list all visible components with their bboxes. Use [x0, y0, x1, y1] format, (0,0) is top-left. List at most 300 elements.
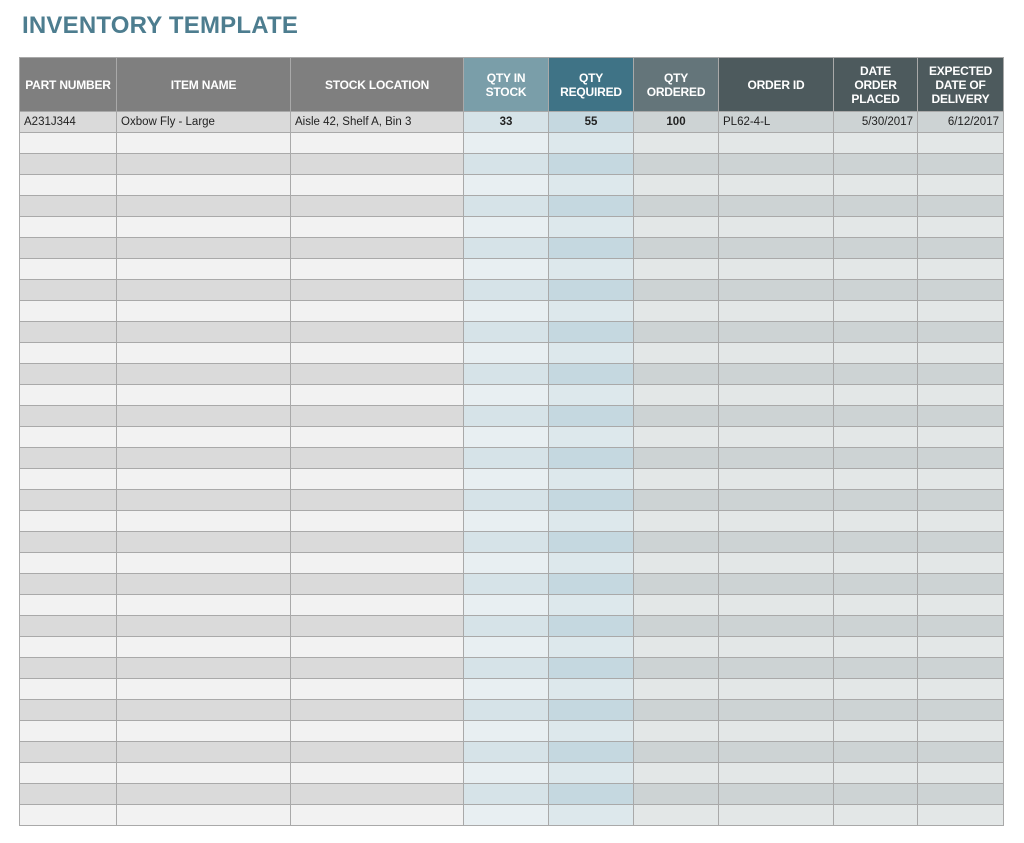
cell-order-id[interactable] [719, 385, 834, 406]
cell-qty-in-stock[interactable] [464, 448, 549, 469]
cell-qty-required[interactable] [549, 700, 634, 721]
cell-qty-required[interactable] [549, 385, 634, 406]
cell-qty-in-stock[interactable] [464, 133, 549, 154]
cell-order-id[interactable] [719, 448, 834, 469]
cell-order-id[interactable] [719, 511, 834, 532]
cell-item-name[interactable] [117, 469, 291, 490]
cell-expected-delivery[interactable] [918, 385, 1004, 406]
cell-item-name[interactable] [117, 658, 291, 679]
cell-item-name[interactable] [117, 427, 291, 448]
cell-qty-in-stock[interactable] [464, 574, 549, 595]
cell-part-number[interactable] [20, 511, 117, 532]
cell-item-name[interactable] [117, 763, 291, 784]
cell-expected-delivery[interactable] [918, 637, 1004, 658]
cell-part-number[interactable] [20, 133, 117, 154]
cell-date-order-placed[interactable] [834, 490, 918, 511]
cell-stock-location[interactable] [291, 364, 464, 385]
cell-qty-required[interactable] [549, 217, 634, 238]
cell-qty-ordered[interactable] [634, 385, 719, 406]
cell-expected-delivery[interactable] [918, 490, 1004, 511]
cell-qty-required[interactable] [549, 679, 634, 700]
cell-part-number[interactable] [20, 175, 117, 196]
cell-date-order-placed[interactable] [834, 343, 918, 364]
cell-qty-in-stock[interactable] [464, 259, 549, 280]
cell-item-name[interactable] [117, 175, 291, 196]
cell-qty-in-stock[interactable] [464, 343, 549, 364]
cell-date-order-placed[interactable] [834, 175, 918, 196]
cell-expected-delivery[interactable] [918, 469, 1004, 490]
cell-qty-ordered[interactable] [634, 721, 719, 742]
cell-stock-location[interactable] [291, 490, 464, 511]
cell-order-id[interactable] [719, 343, 834, 364]
cell-qty-in-stock[interactable] [464, 280, 549, 301]
cell-qty-ordered[interactable] [634, 448, 719, 469]
cell-expected-delivery[interactable] [918, 196, 1004, 217]
cell-qty-required[interactable] [549, 175, 634, 196]
cell-expected-delivery[interactable] [918, 784, 1004, 805]
cell-order-id[interactable] [719, 679, 834, 700]
cell-date-order-placed[interactable] [834, 385, 918, 406]
cell-date-order-placed[interactable] [834, 721, 918, 742]
cell-expected-delivery[interactable] [918, 259, 1004, 280]
cell-qty-in-stock[interactable] [464, 511, 549, 532]
cell-item-name[interactable] [117, 490, 291, 511]
cell-expected-delivery[interactable] [918, 406, 1004, 427]
cell-qty-in-stock[interactable] [464, 805, 549, 826]
cell-item-name[interactable] [117, 553, 291, 574]
cell-qty-ordered[interactable] [634, 154, 719, 175]
cell-part-number[interactable] [20, 595, 117, 616]
cell-part-number[interactable] [20, 322, 117, 343]
cell-item-name[interactable]: Oxbow Fly - Large [117, 112, 291, 133]
cell-expected-delivery[interactable] [918, 511, 1004, 532]
cell-expected-delivery[interactable] [918, 805, 1004, 826]
cell-part-number[interactable] [20, 406, 117, 427]
cell-order-id[interactable] [719, 742, 834, 763]
cell-item-name[interactable] [117, 385, 291, 406]
cell-item-name[interactable] [117, 196, 291, 217]
cell-qty-required[interactable] [549, 784, 634, 805]
cell-qty-required[interactable] [549, 742, 634, 763]
cell-date-order-placed[interactable] [834, 679, 918, 700]
column-header-stock-location[interactable]: STOCK LOCATION [291, 58, 464, 112]
column-header-item-name[interactable]: ITEM NAME [117, 58, 291, 112]
cell-stock-location[interactable] [291, 742, 464, 763]
cell-item-name[interactable] [117, 637, 291, 658]
cell-qty-in-stock[interactable] [464, 469, 549, 490]
cell-stock-location[interactable] [291, 700, 464, 721]
cell-date-order-placed[interactable] [834, 532, 918, 553]
cell-order-id[interactable] [719, 595, 834, 616]
cell-order-id[interactable] [719, 196, 834, 217]
cell-qty-ordered[interactable] [634, 490, 719, 511]
cell-part-number[interactable] [20, 763, 117, 784]
cell-date-order-placed[interactable] [834, 280, 918, 301]
cell-expected-delivery[interactable] [918, 742, 1004, 763]
cell-stock-location[interactable] [291, 301, 464, 322]
cell-stock-location[interactable] [291, 469, 464, 490]
cell-stock-location[interactable] [291, 679, 464, 700]
cell-item-name[interactable] [117, 259, 291, 280]
cell-stock-location[interactable] [291, 448, 464, 469]
cell-qty-ordered[interactable] [634, 700, 719, 721]
cell-item-name[interactable] [117, 574, 291, 595]
cell-qty-required[interactable] [549, 637, 634, 658]
cell-qty-required[interactable] [549, 490, 634, 511]
cell-qty-ordered[interactable] [634, 742, 719, 763]
cell-part-number[interactable] [20, 469, 117, 490]
cell-expected-delivery[interactable] [918, 574, 1004, 595]
cell-order-id[interactable] [719, 637, 834, 658]
cell-item-name[interactable] [117, 322, 291, 343]
cell-date-order-placed[interactable]: 5/30/2017 [834, 112, 918, 133]
cell-item-name[interactable] [117, 217, 291, 238]
cell-date-order-placed[interactable] [834, 448, 918, 469]
cell-qty-ordered[interactable] [634, 343, 719, 364]
cell-qty-required[interactable] [549, 427, 634, 448]
cell-qty-ordered[interactable] [634, 553, 719, 574]
cell-stock-location[interactable] [291, 511, 464, 532]
cell-stock-location[interactable] [291, 406, 464, 427]
cell-stock-location[interactable] [291, 322, 464, 343]
cell-qty-required[interactable] [549, 238, 634, 259]
cell-part-number[interactable] [20, 679, 117, 700]
cell-qty-required[interactable] [549, 763, 634, 784]
column-header-date-order-placed[interactable]: DATE ORDER PLACED [834, 58, 918, 112]
cell-qty-in-stock[interactable] [464, 490, 549, 511]
cell-item-name[interactable] [117, 238, 291, 259]
cell-stock-location[interactable] [291, 616, 464, 637]
cell-qty-in-stock[interactable] [464, 679, 549, 700]
cell-expected-delivery[interactable] [918, 679, 1004, 700]
cell-qty-ordered[interactable] [634, 280, 719, 301]
cell-expected-delivery[interactable] [918, 553, 1004, 574]
cell-part-number[interactable] [20, 385, 117, 406]
cell-part-number[interactable] [20, 658, 117, 679]
cell-qty-ordered[interactable] [634, 427, 719, 448]
cell-qty-ordered[interactable] [634, 259, 719, 280]
cell-part-number[interactable] [20, 574, 117, 595]
cell-order-id[interactable] [719, 364, 834, 385]
cell-item-name[interactable] [117, 700, 291, 721]
cell-qty-required[interactable] [549, 469, 634, 490]
column-header-expected-delivery[interactable]: EXPECTED DATE OF DELIVERY [918, 58, 1004, 112]
cell-stock-location[interactable] [291, 721, 464, 742]
cell-date-order-placed[interactable] [834, 427, 918, 448]
cell-part-number[interactable] [20, 154, 117, 175]
cell-part-number[interactable] [20, 196, 117, 217]
cell-qty-ordered[interactable] [634, 616, 719, 637]
cell-date-order-placed[interactable] [834, 322, 918, 343]
cell-order-id[interactable]: PL62-4-L [719, 112, 834, 133]
cell-part-number[interactable] [20, 616, 117, 637]
cell-qty-ordered[interactable] [634, 301, 719, 322]
cell-qty-required[interactable] [549, 595, 634, 616]
cell-expected-delivery[interactable] [918, 763, 1004, 784]
cell-part-number[interactable] [20, 448, 117, 469]
cell-date-order-placed[interactable] [834, 364, 918, 385]
cell-qty-ordered[interactable] [634, 175, 719, 196]
cell-expected-delivery[interactable] [918, 238, 1004, 259]
cell-qty-required[interactable] [549, 553, 634, 574]
cell-qty-required[interactable] [549, 805, 634, 826]
cell-qty-in-stock[interactable] [464, 742, 549, 763]
cell-qty-required[interactable]: 55 [549, 112, 634, 133]
cell-qty-ordered[interactable] [634, 217, 719, 238]
cell-stock-location[interactable] [291, 532, 464, 553]
cell-qty-in-stock[interactable] [464, 784, 549, 805]
cell-part-number[interactable] [20, 721, 117, 742]
cell-item-name[interactable] [117, 511, 291, 532]
cell-expected-delivery[interactable] [918, 217, 1004, 238]
cell-qty-in-stock[interactable] [464, 658, 549, 679]
cell-expected-delivery[interactable] [918, 616, 1004, 637]
cell-qty-ordered[interactable] [634, 763, 719, 784]
cell-expected-delivery[interactable] [918, 658, 1004, 679]
cell-order-id[interactable] [719, 700, 834, 721]
cell-qty-required[interactable] [549, 322, 634, 343]
cell-part-number[interactable] [20, 427, 117, 448]
cell-expected-delivery[interactable] [918, 700, 1004, 721]
cell-qty-in-stock[interactable] [464, 385, 549, 406]
cell-expected-delivery[interactable] [918, 301, 1004, 322]
column-header-qty-in-stock[interactable]: QTY IN STOCK [464, 58, 549, 112]
cell-qty-ordered[interactable] [634, 574, 719, 595]
cell-order-id[interactable] [719, 133, 834, 154]
cell-order-id[interactable] [719, 154, 834, 175]
cell-item-name[interactable] [117, 448, 291, 469]
cell-stock-location[interactable] [291, 259, 464, 280]
cell-stock-location[interactable]: Aisle 42, Shelf A, Bin 3 [291, 112, 464, 133]
cell-stock-location[interactable] [291, 280, 464, 301]
cell-expected-delivery[interactable] [918, 427, 1004, 448]
cell-qty-in-stock[interactable] [464, 406, 549, 427]
cell-qty-in-stock[interactable] [464, 217, 549, 238]
cell-part-number[interactable] [20, 553, 117, 574]
cell-stock-location[interactable] [291, 385, 464, 406]
cell-qty-in-stock[interactable]: 33 [464, 112, 549, 133]
cell-order-id[interactable] [719, 805, 834, 826]
cell-qty-in-stock[interactable] [464, 595, 549, 616]
cell-item-name[interactable] [117, 343, 291, 364]
cell-date-order-placed[interactable] [834, 805, 918, 826]
cell-part-number[interactable] [20, 490, 117, 511]
cell-qty-ordered[interactable] [634, 322, 719, 343]
cell-stock-location[interactable] [291, 763, 464, 784]
cell-order-id[interactable] [719, 721, 834, 742]
cell-qty-ordered[interactable] [634, 637, 719, 658]
cell-part-number[interactable] [20, 700, 117, 721]
cell-qty-required[interactable] [549, 343, 634, 364]
cell-stock-location[interactable] [291, 784, 464, 805]
cell-qty-in-stock[interactable] [464, 616, 549, 637]
cell-stock-location[interactable] [291, 133, 464, 154]
cell-qty-required[interactable] [549, 280, 634, 301]
cell-date-order-placed[interactable] [834, 616, 918, 637]
cell-date-order-placed[interactable] [834, 238, 918, 259]
cell-order-id[interactable] [719, 217, 834, 238]
cell-date-order-placed[interactable] [834, 658, 918, 679]
cell-item-name[interactable] [117, 133, 291, 154]
cell-date-order-placed[interactable] [834, 154, 918, 175]
cell-date-order-placed[interactable] [834, 133, 918, 154]
cell-date-order-placed[interactable] [834, 469, 918, 490]
cell-stock-location[interactable] [291, 574, 464, 595]
cell-stock-location[interactable] [291, 217, 464, 238]
cell-qty-in-stock[interactable] [464, 637, 549, 658]
cell-date-order-placed[interactable] [834, 574, 918, 595]
cell-date-order-placed[interactable] [834, 742, 918, 763]
cell-item-name[interactable] [117, 679, 291, 700]
cell-stock-location[interactable] [291, 805, 464, 826]
cell-expected-delivery[interactable] [918, 448, 1004, 469]
cell-order-id[interactable] [719, 301, 834, 322]
cell-qty-in-stock[interactable] [464, 154, 549, 175]
cell-part-number[interactable] [20, 301, 117, 322]
cell-order-id[interactable] [719, 616, 834, 637]
cell-qty-required[interactable] [549, 196, 634, 217]
cell-part-number[interactable] [20, 742, 117, 763]
cell-qty-ordered[interactable] [634, 805, 719, 826]
cell-qty-required[interactable] [549, 406, 634, 427]
cell-qty-ordered[interactable] [634, 784, 719, 805]
cell-expected-delivery[interactable] [918, 175, 1004, 196]
cell-part-number[interactable] [20, 217, 117, 238]
cell-qty-in-stock[interactable] [464, 427, 549, 448]
cell-order-id[interactable] [719, 490, 834, 511]
cell-qty-ordered[interactable] [634, 133, 719, 154]
cell-qty-required[interactable] [549, 721, 634, 742]
column-header-qty-ordered[interactable]: QTY ORDERED [634, 58, 719, 112]
cell-order-id[interactable] [719, 763, 834, 784]
cell-date-order-placed[interactable] [834, 763, 918, 784]
cell-expected-delivery[interactable] [918, 133, 1004, 154]
cell-stock-location[interactable] [291, 595, 464, 616]
cell-expected-delivery[interactable] [918, 343, 1004, 364]
cell-qty-ordered[interactable] [634, 595, 719, 616]
cell-qty-ordered[interactable] [634, 196, 719, 217]
cell-qty-in-stock[interactable] [464, 175, 549, 196]
cell-qty-required[interactable] [549, 658, 634, 679]
cell-order-id[interactable] [719, 574, 834, 595]
column-header-part-number[interactable]: PART NUMBER [20, 58, 117, 112]
cell-qty-in-stock[interactable] [464, 721, 549, 742]
cell-item-name[interactable] [117, 742, 291, 763]
cell-qty-ordered[interactable] [634, 679, 719, 700]
cell-qty-ordered[interactable] [634, 238, 719, 259]
cell-qty-in-stock[interactable] [464, 196, 549, 217]
cell-qty-required[interactable] [549, 364, 634, 385]
cell-order-id[interactable] [719, 175, 834, 196]
cell-part-number[interactable] [20, 259, 117, 280]
cell-qty-ordered[interactable] [634, 469, 719, 490]
cell-part-number[interactable]: A231J344 [20, 112, 117, 133]
cell-qty-in-stock[interactable] [464, 301, 549, 322]
cell-order-id[interactable] [719, 238, 834, 259]
cell-qty-required[interactable] [549, 574, 634, 595]
cell-qty-required[interactable] [549, 511, 634, 532]
cell-date-order-placed[interactable] [834, 784, 918, 805]
cell-date-order-placed[interactable] [834, 196, 918, 217]
cell-qty-required[interactable] [549, 154, 634, 175]
cell-date-order-placed[interactable] [834, 700, 918, 721]
cell-item-name[interactable] [117, 406, 291, 427]
cell-part-number[interactable] [20, 805, 117, 826]
cell-qty-ordered[interactable] [634, 532, 719, 553]
cell-qty-in-stock[interactable] [464, 238, 549, 259]
cell-stock-location[interactable] [291, 658, 464, 679]
cell-qty-in-stock[interactable] [464, 364, 549, 385]
cell-qty-ordered[interactable] [634, 658, 719, 679]
cell-item-name[interactable] [117, 532, 291, 553]
cell-expected-delivery[interactable] [918, 595, 1004, 616]
cell-stock-location[interactable] [291, 553, 464, 574]
cell-expected-delivery[interactable] [918, 364, 1004, 385]
cell-order-id[interactable] [719, 658, 834, 679]
cell-expected-delivery[interactable] [918, 280, 1004, 301]
cell-date-order-placed[interactable] [834, 511, 918, 532]
cell-date-order-placed[interactable] [834, 217, 918, 238]
column-header-qty-required[interactable]: QTY REQUIRED [549, 58, 634, 112]
cell-qty-ordered[interactable] [634, 364, 719, 385]
cell-qty-ordered[interactable] [634, 511, 719, 532]
cell-order-id[interactable] [719, 469, 834, 490]
cell-part-number[interactable] [20, 238, 117, 259]
cell-expected-delivery[interactable] [918, 721, 1004, 742]
cell-part-number[interactable] [20, 280, 117, 301]
cell-date-order-placed[interactable] [834, 595, 918, 616]
cell-item-name[interactable] [117, 616, 291, 637]
cell-item-name[interactable] [117, 154, 291, 175]
cell-order-id[interactable] [719, 322, 834, 343]
cell-qty-in-stock[interactable] [464, 532, 549, 553]
cell-item-name[interactable] [117, 595, 291, 616]
cell-order-id[interactable] [719, 259, 834, 280]
cell-date-order-placed[interactable] [834, 553, 918, 574]
cell-order-id[interactable] [719, 532, 834, 553]
cell-part-number[interactable] [20, 364, 117, 385]
cell-item-name[interactable] [117, 721, 291, 742]
cell-order-id[interactable] [719, 406, 834, 427]
cell-part-number[interactable] [20, 532, 117, 553]
cell-qty-ordered[interactable]: 100 [634, 112, 719, 133]
cell-qty-in-stock[interactable] [464, 322, 549, 343]
cell-stock-location[interactable] [291, 196, 464, 217]
cell-stock-location[interactable] [291, 154, 464, 175]
cell-qty-required[interactable] [549, 616, 634, 637]
cell-order-id[interactable] [719, 280, 834, 301]
cell-stock-location[interactable] [291, 175, 464, 196]
cell-qty-required[interactable] [549, 133, 634, 154]
cell-qty-in-stock[interactable] [464, 763, 549, 784]
cell-part-number[interactable] [20, 637, 117, 658]
cell-date-order-placed[interactable] [834, 259, 918, 280]
cell-qty-required[interactable] [549, 301, 634, 322]
cell-item-name[interactable] [117, 301, 291, 322]
cell-expected-delivery[interactable] [918, 532, 1004, 553]
cell-item-name[interactable] [117, 364, 291, 385]
cell-qty-in-stock[interactable] [464, 553, 549, 574]
cell-date-order-placed[interactable] [834, 406, 918, 427]
cell-order-id[interactable] [719, 784, 834, 805]
cell-order-id[interactable] [719, 553, 834, 574]
cell-qty-required[interactable] [549, 448, 634, 469]
cell-order-id[interactable] [719, 427, 834, 448]
cell-item-name[interactable] [117, 784, 291, 805]
cell-expected-delivery[interactable]: 6/12/2017 [918, 112, 1004, 133]
cell-date-order-placed[interactable] [834, 637, 918, 658]
cell-stock-location[interactable] [291, 343, 464, 364]
